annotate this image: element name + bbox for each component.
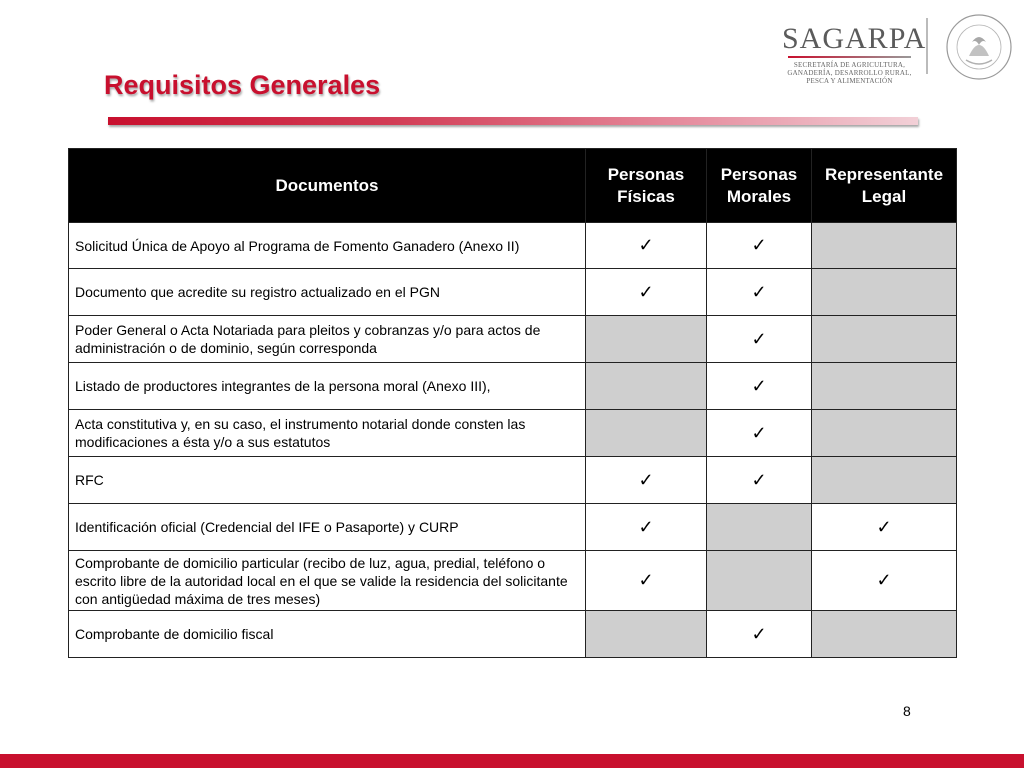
not-applicable-cell	[586, 410, 707, 457]
not-applicable-cell	[707, 504, 812, 551]
logo-subtitle-1: SECRETARÍA DE AGRICULTURA,	[793, 61, 906, 69]
header-personas-fisicas: Personas Físicas	[586, 149, 707, 223]
logo-subtitle-2: GANADERÍA, DESARROLLO RURAL,	[787, 69, 912, 77]
footer-bar	[0, 754, 1024, 768]
not-applicable-cell	[812, 611, 957, 658]
page-number: 8	[903, 703, 911, 719]
not-applicable-cell	[812, 363, 957, 410]
logo-wordmark: SAGARPA	[782, 22, 927, 55]
check-icon: ✓	[707, 457, 812, 504]
table-row	[69, 363, 957, 410]
logo-divider	[926, 18, 928, 74]
not-applicable-cell	[812, 269, 957, 316]
not-applicable-cell	[707, 551, 812, 611]
check-icon: ✓	[812, 551, 957, 611]
document-name-cell: RFC	[69, 457, 586, 504]
table-row	[69, 223, 957, 269]
table-row	[69, 457, 957, 504]
table-row	[69, 269, 957, 316]
check-icon: ✓	[586, 457, 707, 504]
check-icon: ✓	[586, 551, 707, 611]
document-name-cell: Identificación oficial (Credencial del IFE o Pasaporte) y CURP	[69, 504, 586, 551]
document-name-cell: Solicitud Única de Apoyo al Programa de Fomento Ganadero (Anexo II)	[69, 223, 586, 269]
check-icon: ✓	[707, 269, 812, 316]
document-name-cell: Listado de productores integrantes de la persona moral (Anexo III),	[69, 363, 586, 410]
header-documentos: Documentos	[69, 149, 586, 223]
not-applicable-cell	[812, 223, 957, 269]
check-icon: ✓	[586, 223, 707, 269]
mexico-seal-icon	[944, 12, 1014, 82]
requirements-table	[68, 148, 957, 658]
check-icon: ✓	[707, 410, 812, 457]
not-applicable-cell	[586, 363, 707, 410]
logo-subtitle-3: PESCA Y ALIMENTACIÓN	[806, 77, 893, 85]
table-header-row	[69, 149, 957, 223]
not-applicable-cell	[812, 457, 957, 504]
check-icon: ✓	[707, 316, 812, 363]
check-icon: ✓	[707, 611, 812, 658]
table-row	[69, 504, 957, 551]
check-icon: ✓	[586, 269, 707, 316]
sagarpa-logo	[782, 22, 927, 85]
header-representante-legal: Representante Legal	[812, 149, 957, 223]
table-row	[69, 410, 957, 457]
check-icon: ✓	[586, 504, 707, 551]
check-icon: ✓	[707, 363, 812, 410]
logo-rule	[788, 56, 911, 58]
check-icon: ✓	[707, 223, 812, 269]
page-title: Requisitos Generales	[104, 70, 381, 100]
not-applicable-cell	[812, 316, 957, 363]
table-row	[69, 316, 957, 363]
document-name-cell: Poder General o Acta Notariada para pleitos y cobranzas y/o para actos de administración o de dominio, según corresponda	[69, 316, 586, 363]
table-row	[69, 611, 957, 658]
not-applicable-cell	[812, 410, 957, 457]
not-applicable-cell	[586, 316, 707, 363]
header-personas-morales: Personas Morales	[707, 149, 812, 223]
document-name-cell: Documento que acredite su registro actualizado en el PGN	[69, 269, 586, 316]
table-row	[69, 551, 957, 611]
document-name-cell: Comprobante de domicilio fiscal	[69, 611, 586, 658]
check-icon: ✓	[812, 504, 957, 551]
document-name-cell: Acta constitutiva y, en su caso, el instrumento notarial donde consten las modificaciones a ésta y/o a sus estatutos	[69, 410, 586, 457]
not-applicable-cell	[586, 611, 707, 658]
table-body	[69, 223, 957, 658]
document-name-cell: Comprobante de domicilio particular (recibo de luz, agua, predial, teléfono o escrito libre de la autoridad local en el que se valide la residencia del solicitante con antigüedad máxima de tres meses)	[69, 551, 586, 611]
title-underline	[108, 117, 918, 125]
